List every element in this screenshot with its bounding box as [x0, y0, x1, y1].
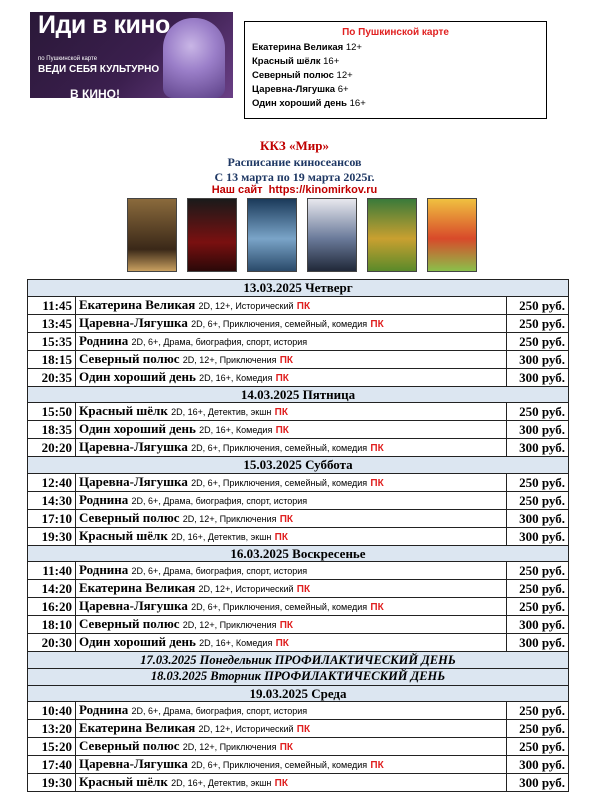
ticket-price: 300 руб. [506, 350, 568, 368]
showtime: 13:20 [28, 720, 76, 738]
showtime: 15:50 [28, 403, 76, 421]
film-info: 2D, 6+, Приключения, семейный, комедия [191, 318, 368, 329]
showtime-row [28, 473, 569, 491]
film-cell [76, 616, 507, 634]
film-cell [76, 527, 507, 545]
film-info: 2D, 16+, Детектив, экшн [171, 407, 272, 418]
schedule-table [27, 279, 569, 792]
ticket-price: 300 руб. [506, 439, 568, 457]
showtime-row [28, 774, 569, 792]
poster-red-silk-image [187, 198, 237, 272]
film-info: 2D, 16+, Комедия [199, 372, 273, 383]
pushkin-card-badge: ПК [274, 531, 288, 543]
film-title: Царевна-Лягушка [79, 439, 188, 455]
site-label: Наш сайт [211, 184, 263, 196]
film-cell [76, 634, 507, 652]
film-info: 2D, 6+, Драма, биография, спорт, история [131, 336, 308, 347]
film-title: Роднина [79, 491, 129, 507]
poster-one-good-day-image [307, 198, 357, 272]
schedule-body [28, 280, 569, 792]
showtime-row [28, 314, 569, 332]
film-cell [76, 509, 507, 527]
pushkin-film-age: 12+ [345, 42, 362, 53]
film-title: Северный полюс [79, 509, 180, 525]
film-title: Царевна-Лягушка [79, 314, 188, 330]
ticket-price: 250 руб. [506, 580, 568, 598]
showtime: 10:40 [28, 702, 76, 720]
showtime: 15:20 [28, 738, 76, 756]
poster-north-pole-image [247, 198, 297, 272]
day-label: 19.03.2025 Среда [28, 685, 569, 702]
ticket-price: 250 руб. [506, 598, 568, 616]
ticket-price: 300 руб. [506, 509, 568, 527]
banner-subtitle: по Пушкинской карте [38, 56, 98, 62]
film-info: 2D, 12+, Приключения [182, 742, 277, 753]
showtime-row [28, 368, 569, 386]
film-info: 2D, 12+, Приключения [182, 620, 277, 631]
ticket-price: 250 руб. [506, 403, 568, 421]
showtime-row [28, 562, 569, 580]
closed-day-row [28, 668, 569, 685]
ticket-price: 250 руб. [506, 491, 568, 509]
ticket-price: 300 руб. [506, 634, 568, 652]
pushkin-box-title: По Пушкинской карте [342, 27, 449, 38]
pushkin-card-badge: ПК [370, 477, 384, 489]
ticket-price: 300 руб. [506, 368, 568, 386]
showtime-row [28, 509, 569, 527]
film-cell [76, 421, 507, 439]
day-label: 15.03.2025 Суббота [28, 457, 569, 474]
ticket-price: 300 руб. [506, 756, 568, 774]
film-info: 2D, 12+, Приключения [182, 513, 277, 524]
film-info: 2D, 6+, Приключения, семейный, комедия [191, 602, 368, 613]
film-title: Екатерина Великая [79, 580, 196, 596]
poster-frog-princess-image [367, 198, 417, 272]
day-header-row [28, 280, 569, 297]
showtime-row [28, 720, 569, 738]
film-cell [76, 296, 507, 314]
film-title: Северный полюс [79, 738, 180, 754]
pushkin-film [252, 84, 349, 95]
film-info: 2D, 16+, Детектив, экшн [171, 531, 272, 542]
film-info: 2D, 12+, Исторический [198, 300, 294, 311]
film-title: Северный полюс [79, 616, 180, 632]
pushkin-card-badge: ПК [274, 778, 288, 790]
film-cell [76, 580, 507, 598]
day-label: 18.03.2025 Вторник ПРОФИЛАКТИЧЕСКИЙ ДЕНЬ [28, 668, 569, 685]
pushkin-card-badge: ПК [370, 443, 384, 455]
showtime-row [28, 634, 569, 652]
film-title: Екатерина Великая [79, 720, 196, 736]
film-title: Царевна-Лягушка [79, 756, 188, 772]
poster-rodnina-image [427, 198, 477, 272]
pushkin-card-films-box [244, 21, 547, 119]
ticket-price: 300 руб. [506, 616, 568, 634]
film-info: 2D, 6+, Приключения, семейный, комедия [191, 477, 368, 488]
film-title: Красный шёлк [79, 403, 168, 419]
pushkin-film-name: Северный полюс [252, 70, 334, 81]
film-cell [76, 473, 507, 491]
showtime: 16:20 [28, 598, 76, 616]
film-info: 2D, 6+, Драма, биография, спорт, история [131, 706, 308, 717]
ticket-price: 250 руб. [506, 296, 568, 314]
pushkin-film-age: 6+ [337, 84, 349, 95]
showtime: 18:10 [28, 616, 76, 634]
film-title: Один хороший день [79, 368, 196, 384]
pushkin-card-badge: ПК [279, 620, 294, 632]
showtime-row [28, 403, 569, 421]
pushkin-card-badge: ПК [279, 513, 294, 525]
day-label: 16.03.2025 Воскресенье [28, 545, 569, 562]
day-label: 17.03.2025 Понедельник ПРОФИЛАКТИЧЕСКИЙ ДЕНЬ [28, 652, 569, 669]
pushkin-card-badge: ПК [279, 742, 294, 754]
ticket-price: 300 руб. [506, 527, 568, 545]
film-info: 2D, 6+, Приключения, семейный, комедия [191, 760, 368, 771]
film-title: Северный полюс [79, 350, 180, 366]
banner-slogan-2: В КИНО! [70, 87, 120, 98]
film-cell [76, 598, 507, 616]
showtime: 18:15 [28, 350, 76, 368]
film-info: 2D, 6+, Драма, биография, спорт, история [131, 566, 308, 577]
pushkin-card-badge: ПК [370, 602, 384, 614]
day-header-row [28, 457, 569, 474]
pushkin-film [252, 98, 366, 109]
pushkin-film-age: 16+ [323, 56, 340, 67]
film-cell [76, 403, 507, 421]
film-title: Роднина [79, 332, 129, 348]
showtime: 18:35 [28, 421, 76, 439]
showtime: 20:20 [28, 439, 76, 457]
film-info: 2D, 6+, Приключения, семейный, комедия [191, 443, 368, 454]
film-title: Роднина [79, 562, 129, 578]
showtime: 13:45 [28, 314, 76, 332]
ticket-price: 250 руб. [506, 702, 568, 720]
showtime: 11:40 [28, 562, 76, 580]
showtime-row [28, 616, 569, 634]
film-cell [76, 491, 507, 509]
pushkin-card-badge: ПК [370, 318, 384, 330]
film-info: 2D, 12+, Приключения [182, 354, 277, 365]
ticket-price: 250 руб. [506, 720, 568, 738]
film-cell [76, 350, 507, 368]
pushkin-bust-image [163, 18, 225, 98]
showtime: 19:30 [28, 774, 76, 792]
film-info: 2D, 16+, Детектив, экшн [171, 778, 272, 789]
showtime-row [28, 350, 569, 368]
banner-slogan: ВЕДИ СЕБЯ КУЛЬТУРНО [38, 64, 160, 75]
film-cell [76, 562, 507, 580]
film-title: Красный шёлк [79, 527, 168, 543]
film-info: 2D, 12+, Исторический [198, 584, 294, 595]
showtime: 12:40 [28, 473, 76, 491]
showtime: 17:40 [28, 756, 76, 774]
day-header-row [28, 685, 569, 702]
pushkin-film-name: Екатерина Великая [252, 42, 344, 53]
pushkin-card-badge: ПК [275, 638, 289, 650]
pushkin-film-name: Один хороший день [252, 98, 347, 109]
film-cell [76, 738, 507, 756]
film-info: 2D, 16+, Комедия [199, 425, 273, 436]
pushkin-card-badge: ПК [274, 407, 288, 419]
poster-ekaterina-image [127, 198, 177, 272]
film-cell [76, 720, 507, 738]
showtime-row [28, 491, 569, 509]
film-cell [76, 332, 507, 350]
showtime: 15:35 [28, 332, 76, 350]
film-title: Роднина [79, 702, 129, 718]
showtime: 14:30 [28, 491, 76, 509]
pushkin-film [252, 70, 353, 81]
film-info: 2D, 12+, Исторический [198, 724, 294, 735]
showtime-row [28, 421, 569, 439]
showtime-row [28, 738, 569, 756]
pushkin-card-banner [30, 12, 233, 98]
film-cell [76, 314, 507, 332]
showtime: 11:45 [28, 296, 76, 314]
film-title: Один хороший день [79, 421, 196, 437]
film-cell [76, 368, 507, 386]
film-cell [76, 439, 507, 457]
pushkin-card-badge: ПК [275, 425, 289, 437]
showtime-row [28, 702, 569, 720]
pushkin-film-name: Царевна-Лягушка [252, 84, 336, 95]
day-header-row [28, 545, 569, 562]
pushkin-card-badge: ПК [279, 354, 294, 366]
showtime: 17:10 [28, 509, 76, 527]
pushkin-card-badge: ПК [296, 300, 311, 312]
pushkin-film [252, 42, 362, 53]
ticket-price: 300 руб. [506, 774, 568, 792]
pushkin-film-age: 12+ [336, 70, 353, 81]
ticket-price: 250 руб. [506, 332, 568, 350]
showtime-row [28, 756, 569, 774]
pushkin-card-badge: ПК [370, 760, 384, 772]
closed-day-row [28, 652, 569, 669]
showtime: 20:35 [28, 368, 76, 386]
cinema-name: ККЗ «Мир» [260, 138, 329, 153]
film-title: Один хороший день [79, 634, 196, 650]
ticket-price: 250 руб. [506, 562, 568, 580]
film-info: 2D, 16+, Комедия [199, 638, 273, 649]
showtime-row [28, 598, 569, 616]
film-title: Красный шёлк [79, 774, 168, 790]
day-label: 13.03.2025 Четверг [28, 280, 569, 297]
showtime: 20:30 [28, 634, 76, 652]
pushkin-film-name: Красный шёлк [252, 56, 321, 67]
ticket-price: 250 руб. [506, 738, 568, 756]
pushkin-film-age: 16+ [349, 98, 366, 109]
ticket-price: 300 руб. [506, 421, 568, 439]
day-label: 14.03.2025 Пятница [28, 386, 569, 403]
showtime: 19:30 [28, 527, 76, 545]
schedule-subtitle: Расписание киносеансов [227, 155, 362, 169]
showtime-row [28, 527, 569, 545]
pushkin-card-badge: ПК [296, 724, 311, 736]
site-line [0, 184, 589, 196]
pushkin-film [252, 56, 339, 67]
ticket-price: 250 руб. [506, 473, 568, 491]
film-info: 2D, 6+, Драма, биография, спорт, история [131, 495, 308, 506]
day-header-row [28, 386, 569, 403]
showtime-row [28, 439, 569, 457]
site-link[interactable]: https://kinomirkov.ru [268, 184, 378, 196]
film-cell [76, 756, 507, 774]
film-cell [76, 702, 507, 720]
showtime-row [28, 580, 569, 598]
ticket-price: 250 руб. [506, 314, 568, 332]
film-title: Царевна-Лягушка [79, 598, 188, 614]
showtime: 14:20 [28, 580, 76, 598]
banner-title: Иди в кино [38, 12, 170, 39]
schedule-dates: С 13 марта по 19 марта 2025г. [214, 170, 375, 184]
pushkin-card-badge: ПК [275, 372, 289, 384]
showtime-row [28, 296, 569, 314]
showtime-row [28, 332, 569, 350]
film-title: Екатерина Великая [79, 296, 196, 312]
pushkin-card-badge: ПК [296, 584, 311, 596]
film-title: Царевна-Лягушка [79, 473, 188, 489]
film-cell [76, 774, 507, 792]
